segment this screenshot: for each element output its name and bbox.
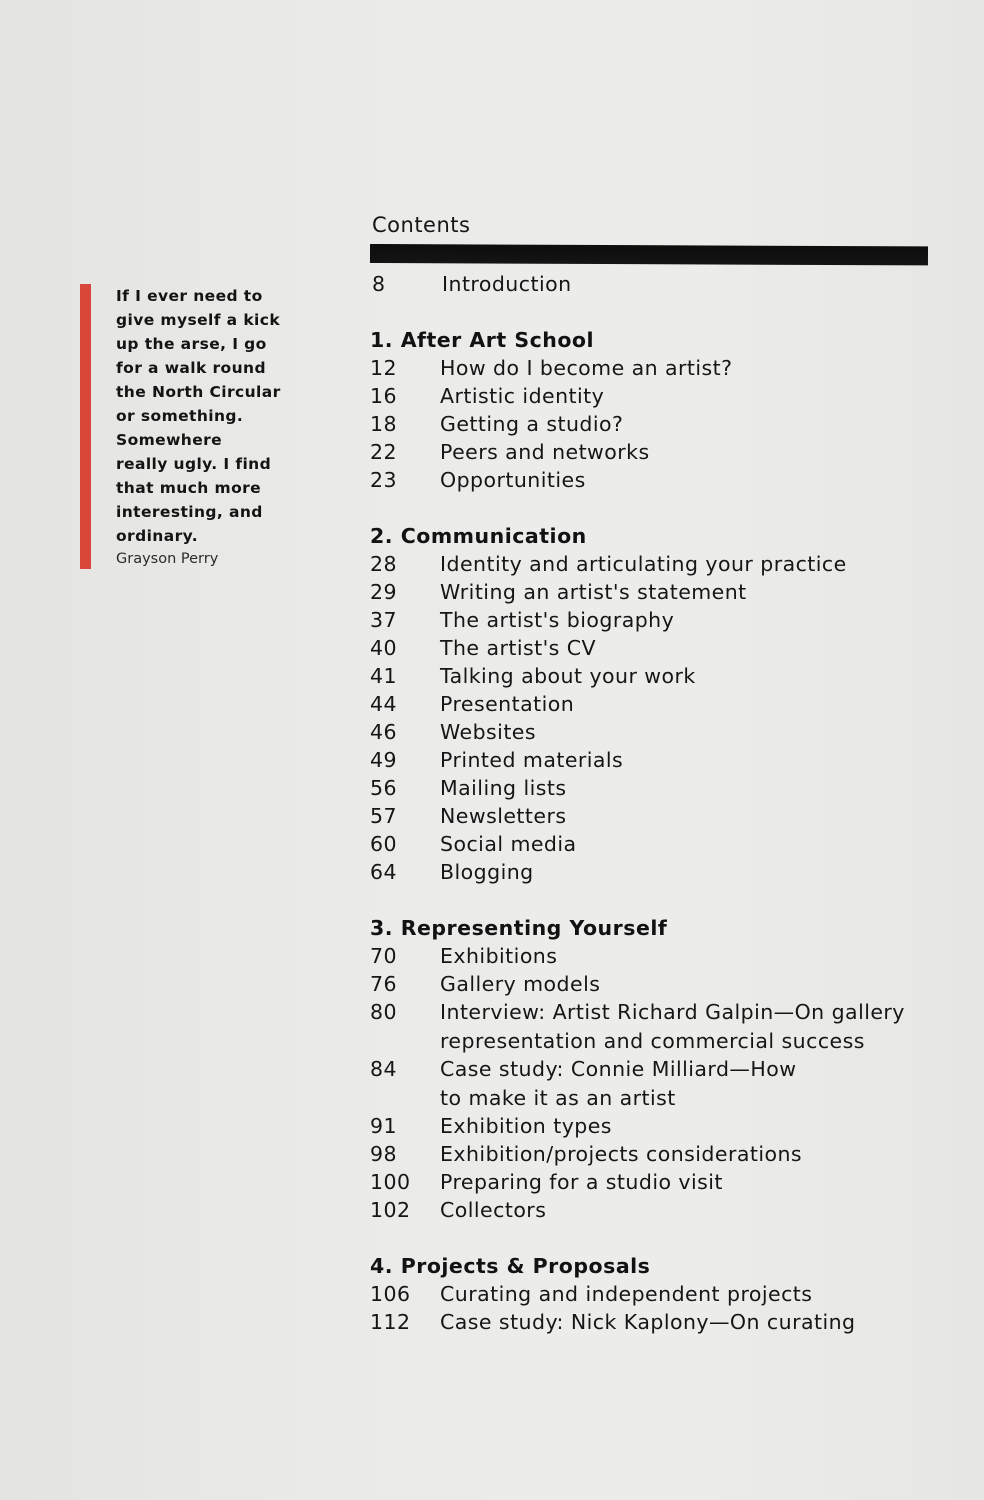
toc-entry [370,1055,940,1112]
toc-section [370,1252,940,1336]
toc-entry-title: Social media [440,832,577,856]
toc-section-title: 3. Representing Yourself [370,916,668,940]
toc-entry-title: Websites [440,720,537,744]
toc-entry [370,578,940,606]
toc-entry-introduction [372,270,940,298]
toc-entry-title: Case study: Nick Kaplony—On curating [440,1310,856,1334]
toc-page-number: 56 [370,776,397,800]
toc-page-number: 49 [370,748,397,772]
toc-page-number: 44 [370,692,397,716]
toc-page-number: 22 [370,440,397,464]
table-of-contents [370,270,940,1336]
toc-entry [370,830,940,858]
contents-title: Contents [372,213,471,237]
toc-entry [370,690,940,718]
toc-section [370,914,940,1224]
toc-page-number: 76 [370,972,397,996]
toc-entry [370,382,940,410]
toc-entry [370,634,940,662]
toc-entry-title: Printed materials [440,748,624,772]
toc-entry-title: Gallery models [440,972,601,996]
toc-entry [370,802,940,830]
toc-section-title: 1. After Art School [370,328,595,352]
toc-entry [370,858,940,886]
toc-entry-title: Introduction [442,272,572,296]
toc-page-number: 102 [370,1198,411,1222]
toc-page-number: 98 [370,1142,397,1166]
toc-entry-title: Exhibition types [440,1114,612,1138]
toc-page-number: 64 [370,860,397,884]
toc-page-number: 106 [370,1282,411,1306]
toc-entry-title: The artist's biography [440,608,675,632]
toc-entry-title: Talking about your work [440,664,696,688]
toc-entry [370,662,940,690]
toc-entry-title: Peers and networks [440,440,650,464]
toc-entry-title: Mailing lists [440,776,567,800]
toc-entry [370,550,940,578]
toc-entry-title: Collectors [440,1198,547,1222]
toc-page-number: 80 [370,1000,397,1024]
toc-entry [370,438,940,466]
toc-entry-title: Exhibitions [440,944,558,968]
toc-page-number: 12 [370,356,397,380]
toc-entry-title: How do I become an artist? [440,356,733,380]
toc-entry-title: Writing an artist's statement [440,580,747,604]
toc-page-number: 23 [370,468,397,492]
toc-entry-title: Getting a studio? [440,412,624,436]
toc-entry [370,1280,940,1308]
toc-page-number: 100 [370,1170,411,1194]
toc-entry [370,942,940,970]
toc-entry-title: Interview: Artist Richard Galpin—On gallery representation and commercial success [440,1000,905,1053]
toc-entry [370,746,940,774]
toc-page-number: 112 [370,1310,411,1334]
toc-entry-title: Preparing for a studio visit [440,1170,723,1194]
toc-entry-title: Artistic identity [440,384,605,408]
toc-entry-title: The artist's CV [440,636,597,660]
toc-page-number: 84 [370,1057,397,1081]
toc-section-title: 2. Communication [370,524,587,548]
quote-text: If I ever need to give myself a kick up the arse, I go for a walk round the North Circular or something. Somewhere really ugly. I find that much more interesting, and ordinary. [116,287,281,545]
pull-quote [80,284,285,569]
toc-page-number: 40 [370,636,397,660]
toc-entry-title: Blogging [440,860,534,884]
toc-entry [370,718,940,746]
toc-section-title: 4. Projects & Proposals [370,1254,651,1278]
toc-page-number: 60 [370,832,397,856]
toc-entry [370,1112,940,1140]
toc-entry [370,1196,940,1224]
toc-entry [370,1168,940,1196]
toc-entry-title: Case study: Connie Milliard—How to make it as an artist [440,1057,797,1110]
toc-page-number: 46 [370,720,397,744]
quote-author: Grayson Perry [116,551,219,567]
toc-entry-title: Exhibition/projects considerations [440,1142,803,1166]
toc-entry [370,1308,940,1336]
toc-page-number: 16 [370,384,397,408]
toc-page-number: 37 [370,608,397,632]
toc-entry [370,606,940,634]
toc-entry [370,774,940,802]
toc-page-number: 8 [372,272,386,296]
toc-page-number: 91 [370,1114,397,1138]
toc-entry [370,410,940,438]
toc-entry [370,354,940,382]
toc-page-number: 70 [370,944,397,968]
toc-page-number: 57 [370,804,397,828]
toc-page-number: 18 [370,412,397,436]
toc-entry-title: Curating and independent projects [440,1282,813,1306]
toc-entry-title: Opportunities [440,468,586,492]
toc-section [370,326,940,494]
toc-entry [370,1140,940,1168]
toc-entry [370,466,940,494]
toc-entry [370,998,940,1055]
toc-entry-title: Identity and articulating your practice [440,552,847,576]
contents-rule [370,244,928,265]
toc-page-number: 28 [370,552,397,576]
toc-section [370,522,940,886]
toc-page-number: 29 [370,580,397,604]
toc-page-number: 41 [370,664,397,688]
toc-entry-title: Newsletters [440,804,567,828]
toc-entry [370,970,940,998]
toc-entry-title: Presentation [440,692,575,716]
